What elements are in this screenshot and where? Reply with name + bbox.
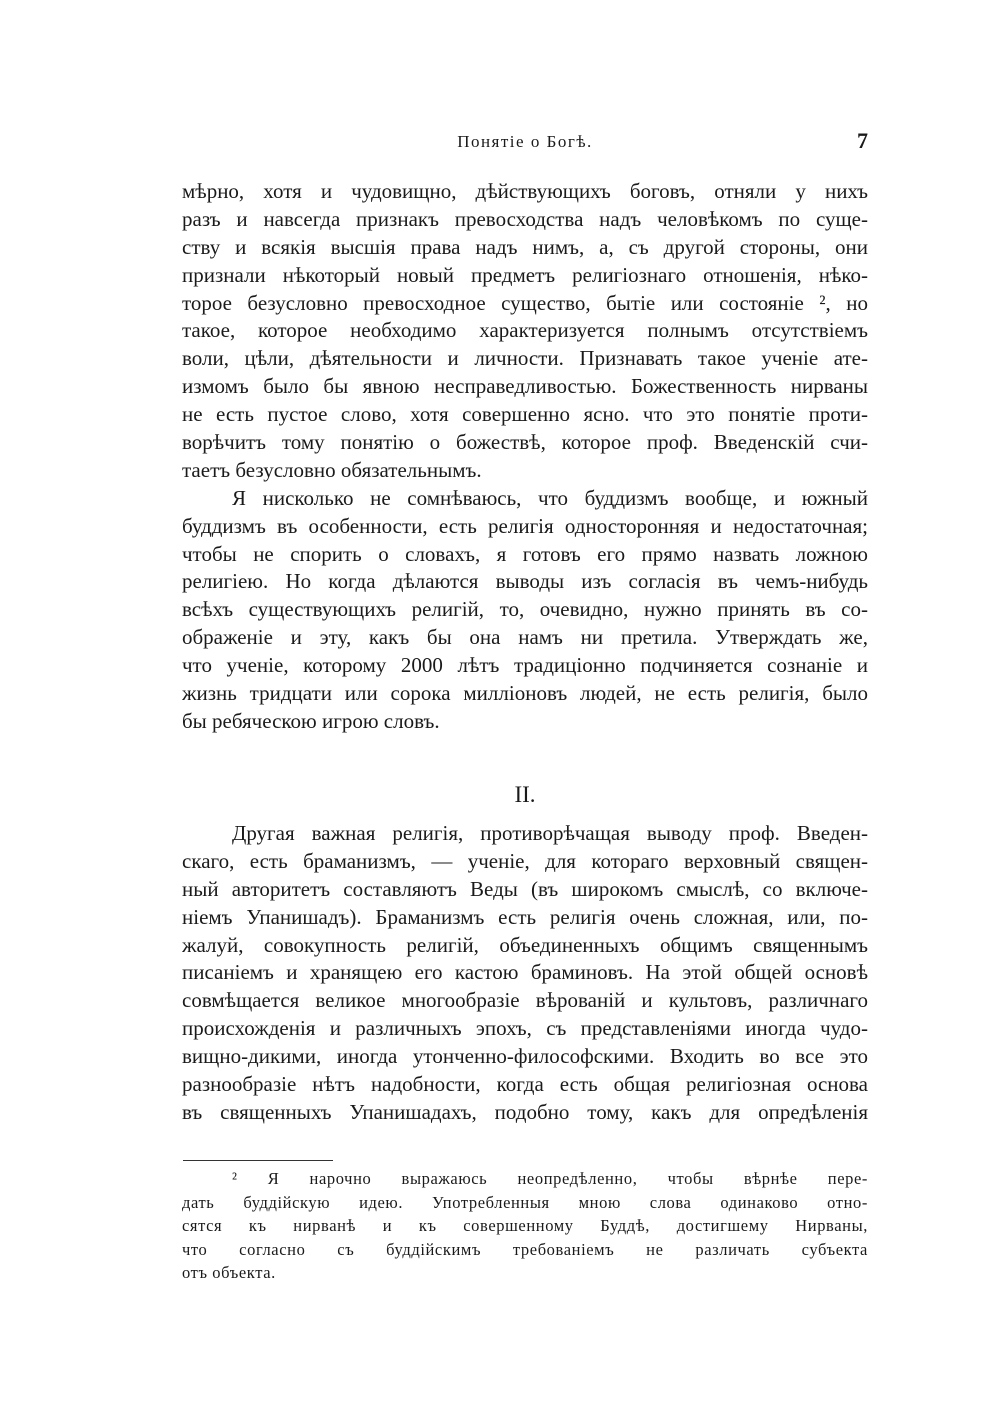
text-line: ображеніе и эту, какъ бы она намъ ни претила. Утверждать же,: [182, 625, 868, 650]
page-number: 7: [857, 128, 868, 153]
text-line: не есть пустое слово, хотя совершенно ясно. что это понятіе проти-: [182, 402, 868, 427]
text-line: измомъ было бы явною несправедливостью. Божественность нирваны: [182, 374, 868, 399]
text-line: воли, цѣли, дѣятельности и личности. Признавать такое ученіе ате-: [182, 346, 868, 371]
text-line: мѣрно, хотя и чудовищно, дѣйствующихъ боговъ, отняли у нихъ: [182, 179, 868, 203]
text-line: что ученіе, которому 2000 лѣтъ традиціонно подчиняется сознаніе и: [182, 653, 868, 678]
text-line: разъ и навсегда признакъ превосходства надъ человѣкомъ по суще-: [182, 206, 868, 231]
text-line: ству и всякія высшія права надъ нимъ, а, съ другой стороны, они: [182, 234, 868, 259]
text-line: происхожденія и различныхъ эпохъ, съ представленіями иногда чудо-: [182, 1016, 868, 1041]
text-line: религіею. Но когда дѣлаются выводы изъ согласія въ чемъ-нибудь: [182, 569, 868, 594]
text-line: торое безусловно превосходное существо, бытіе или состояніе ², но: [182, 290, 868, 315]
text-line: чтобы не спорить о словахъ, я готовъ его прямо назвать ложною: [182, 541, 868, 566]
text-line: ніемъ Упанишадъ). Браманизмъ есть религія очень сложная, или, по-: [182, 904, 868, 929]
text-line: въ священныхъ Упанишадахъ, подобно тому, какъ для опредѣленія: [182, 1099, 868, 1124]
body-text-top: [182, 178, 868, 736]
footnote: [182, 1167, 868, 1285]
running-title: Понятіе о Богѣ.: [457, 132, 593, 151]
text-line: ный авторитетъ составляютъ Веды (въ широкомъ смыслѣ, со включе-: [182, 876, 868, 901]
text-line: ворѣчитъ тому понятію о божествѣ, которое проф. Введенскій счи-: [182, 430, 868, 455]
text-line: такое, которое необходимо характеризуется полнымъ отсутствіемъ: [182, 318, 868, 343]
page-header: [182, 128, 868, 158]
text-line: буддизмъ въ особенности, есть религія односторонняя и недостаточная;: [182, 513, 868, 538]
text-line: признали нѣкоторый новый предметъ религіознаго отношенія, нѣко-: [182, 262, 868, 287]
footnote-divider: [183, 1160, 333, 1161]
body-text-bottom: [182, 820, 868, 1127]
text-line: Другая важная религія, противорѣчащая выводу проф. Введен-: [232, 821, 868, 845]
text-line: жалуй, совокупность религій, объединенныхъ общимъ священнымъ: [182, 932, 868, 957]
section-heading: II.: [514, 782, 536, 807]
text-line: всѣхъ существующихъ религій, то, очевидно, нужно принять въ со-: [182, 597, 868, 622]
text-line: жизнь тридцати или сорока милліоновъ людей, не есть религія, было: [182, 681, 868, 706]
text-line: таетъ безусловно обязательнымъ.: [182, 457, 482, 482]
text-line: разнообразіе нѣтъ надобности, когда есть общая религіозная основа: [182, 1072, 868, 1097]
text-line: бы ребяческою игрою словъ.: [182, 708, 440, 733]
footnote-line: сятся къ нирванѣ и къ совершенному Буддѣ, достигшему Нирваны,: [182, 1216, 868, 1235]
text-line: совмѣщается великое многообразіе вѣрованій и культовъ, различнаго: [182, 988, 868, 1013]
text-line: скаго, есть браманизмъ, — ученіе, для котораго верховный священ-: [182, 848, 868, 873]
text-line: Я нисколько не сомнѣваюсь, что буддизмъ вообще, и южный: [232, 485, 868, 510]
footnote-line: что согласно съ буддійскимъ требованіемъ не различать субъекта: [182, 1239, 868, 1259]
text-line: писаніемъ и хранящею его кастою браминовъ. На этой общей основѣ: [182, 960, 868, 985]
footnote-line: отъ объекта.: [182, 1263, 276, 1282]
footnote-line: ² Я нарочно выражаюсь неопредѣленно, чтобы вѣрнѣе пере-: [232, 1169, 868, 1188]
footnote-line: дать буддійскую идею. Употребленныя мною слова одинаково отно-: [182, 1192, 868, 1212]
text-line: вищно-дикими, иногда утонченно-философскими. Входить во все это: [182, 1044, 868, 1069]
